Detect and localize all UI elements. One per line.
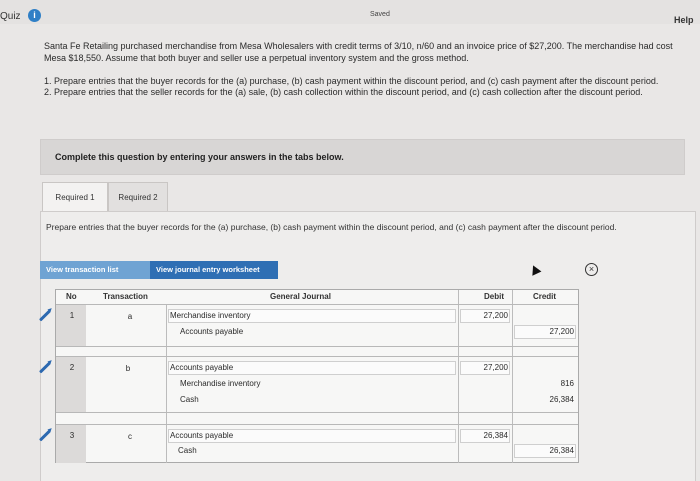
credit-value[interactable]: 26,384 (549, 446, 574, 455)
credit-value[interactable]: 816 (560, 379, 574, 388)
account-name[interactable]: Accounts payable (180, 327, 244, 336)
top-bar (0, 0, 700, 24)
account-name[interactable]: Merchandise inventory (180, 379, 261, 388)
view-journal-worksheet-button[interactable]: View journal entry worksheet (150, 261, 278, 279)
instructions (44, 76, 694, 98)
panel-prompt: Prepare entries that the buyer records for the (a) purchase, (b) cash payment within the discount period, and (c) cash payment after the discount period. (46, 222, 617, 232)
instruction-1: 1. Prepare entries that the buyer records for the (a) purchase, (b) cash payment within the discount period, and (c) cash payment after the discount period. (44, 76, 659, 86)
tab-required-2[interactable]: Required 2 (108, 182, 168, 212)
close-circle-icon[interactable]: × (585, 263, 598, 276)
column-divider (458, 290, 459, 463)
debit-value[interactable]: 27,200 (483, 311, 508, 320)
info-icon[interactable]: i (28, 9, 41, 22)
entry-divider (56, 412, 578, 413)
header-credit: Credit (532, 292, 557, 301)
entry-transaction: a (127, 312, 133, 321)
saved-status: Saved (370, 11, 390, 18)
problem-statement: Santa Fe Retailing purchased merchandise from Mesa Wholesalers with credit terms of 3/10, n/60 and an invoice price of $27,200. The merchandise had cost Mesa $18,550. Assume that both buyer and seller use a perpetual inventory system and the gross method. (44, 41, 673, 63)
header-transaction: Transaction (103, 292, 148, 301)
entry-divider (56, 346, 578, 347)
help-link[interactable]: Help (674, 15, 694, 25)
entry-transaction: b (125, 364, 131, 373)
complete-banner-text: Complete this question by entering your answers in the tabs below. (55, 152, 344, 162)
tab-required-1[interactable]: Required 1 (42, 182, 108, 212)
debit-value[interactable]: 27,200 (483, 363, 508, 372)
column-divider (512, 290, 513, 463)
account-name[interactable]: Merchandise inventory (170, 311, 251, 320)
account-name[interactable]: Cash (178, 446, 197, 455)
account-name[interactable]: Accounts payable (170, 431, 234, 440)
entry-number: 1 (69, 311, 75, 320)
quiz-label: Quiz (0, 11, 21, 22)
header-no: No (66, 292, 77, 301)
account-name[interactable]: Accounts payable (170, 363, 234, 372)
entry-number: 2 (69, 363, 75, 372)
entry-number: 3 (69, 431, 75, 440)
instruction-2: 2. Prepare entries that the seller records for the (a) sale, (b) cash collection within the discount period, and (c) cash collection after the discount period. (44, 87, 643, 97)
header-debit: Debit (484, 292, 504, 301)
credit-value[interactable]: 27,200 (549, 327, 574, 336)
header-divider (56, 304, 578, 305)
entry-divider (56, 424, 578, 425)
debit-value[interactable]: 26,384 (483, 431, 508, 440)
entry-divider (56, 356, 578, 357)
complete-banner (40, 139, 685, 175)
column-divider (166, 304, 167, 463)
credit-value[interactable]: 26,384 (549, 395, 574, 404)
entry-transaction: c (128, 432, 132, 441)
header-general-journal: General Journal (270, 292, 331, 301)
account-name[interactable]: Cash (180, 395, 199, 404)
view-transaction-list-button[interactable]: View transaction list (40, 261, 150, 279)
